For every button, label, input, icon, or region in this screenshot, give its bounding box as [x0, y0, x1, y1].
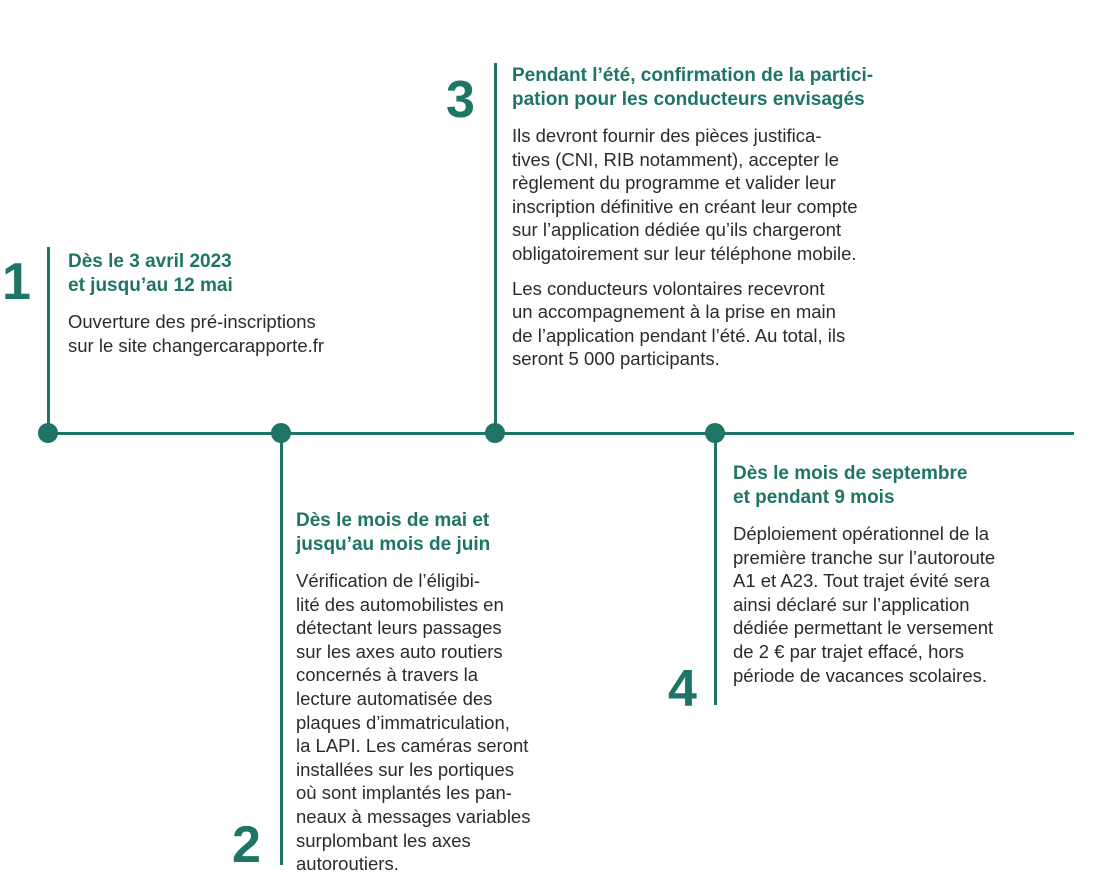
step-2-text-line: Vérification de l’éligibi- [296, 570, 481, 591]
step-3-text-line: un accompagnement à la prise en main [512, 301, 836, 323]
step-2-text-line: installées sur les portiques [296, 758, 514, 780]
step-4-text-line: A1 et A23. Tout trajet évité sera [733, 570, 990, 592]
step-4-text-line: période de vacances scolaires. [733, 664, 988, 686]
step-3-connector [494, 63, 497, 434]
step-2-text-line: surplombant les axes [296, 829, 471, 851]
timeline-axis [48, 432, 1074, 435]
step-2-text-line: concernés à travers la [296, 664, 479, 686]
step-4-description [733, 522, 995, 687]
step-2-dot [271, 423, 291, 443]
step-3-text-line: règlement du programme et valider leur [512, 172, 836, 194]
step-4-text-line: ainsi déclaré sur l’application [733, 593, 970, 615]
step-2-text-line: lecture automatisée des [296, 687, 493, 709]
step-4-title-line: Dès le mois de septembre [733, 463, 968, 484]
step-4-title [733, 462, 995, 510]
step-3-title [512, 64, 873, 112]
step-4-dot [705, 423, 725, 443]
step-1-dot [38, 423, 58, 443]
step-1-number: 1 [2, 253, 31, 311]
step-2-connector [280, 433, 283, 865]
step-3-title-line: Pendant l’été, confirmation de la partici- [512, 65, 874, 86]
step-3-text-line: Les conducteurs volontaires recevront [512, 277, 825, 299]
step-1-connector [47, 247, 50, 434]
step-3-block [512, 64, 873, 371]
step-2-text-line: autoroutiers. [296, 853, 399, 875]
step-3-number: 3 [446, 71, 475, 129]
step-4-text-line: Déploiement opérationnel de la [733, 523, 990, 544]
step-4-block [733, 462, 995, 687]
step-2-text-line: neaux à messages variables [296, 805, 531, 827]
step-3-text-line: obligatoirement sur leur téléphone mobile. [512, 242, 857, 264]
step-1-text-line: sur le site changercarapporte.fr [68, 334, 325, 356]
step-2-title-line: jusqu’au mois de juin [296, 534, 491, 555]
step-3-text-line: sur l’application dédiée qu’ils chargeront [512, 219, 842, 241]
step-3-text-line: inscription définitive en créant leur compte [512, 195, 858, 217]
step-3-title-line: pation pour les conducteurs envisagés [512, 89, 865, 110]
step-3-description-2 [512, 277, 873, 371]
step-2-text-line: sur les axes auto routiers [296, 640, 503, 662]
step-1-block [68, 250, 324, 357]
step-1-text-line: Ouverture des pré-inscriptions [68, 311, 316, 332]
step-2-text-line: la LAPI. Les caméras seront [296, 735, 529, 757]
step-3-text-line: de l’application pendant l’été. Au total, ils [512, 324, 846, 346]
step-4-text-line: première tranche sur l’autoroute [733, 546, 996, 568]
step-2-number: 2 [232, 816, 261, 874]
step-2-description [296, 569, 530, 875]
step-2-text-line: où sont implantés les pan- [296, 782, 512, 804]
step-4-text-line: de 2 € par trajet effacé, hors [733, 640, 965, 662]
step-3-description [512, 124, 873, 266]
step-1-title [68, 250, 324, 298]
step-2-block [296, 509, 530, 875]
step-4-number: 4 [668, 660, 697, 718]
step-2-text-line: lité des automobilistes en [296, 593, 504, 615]
step-4-title-line: et pendant 9 mois [733, 487, 895, 508]
step-2-title-line: Dès le mois de mai et [296, 510, 490, 531]
step-1-description [68, 310, 324, 357]
step-3-dot [485, 423, 505, 443]
step-4-text-line: dédiée permettant le versement [733, 617, 994, 639]
step-3-text-line: Ils devront fournir des pièces justifica- [512, 125, 822, 146]
step-4-connector [714, 433, 717, 705]
step-1-title-line: et jusqu’au 12 mai [68, 275, 233, 296]
step-2-text-line: plaques d’immatriculation, [296, 711, 510, 733]
step-1-title-line: Dès le 3 avril 2023 [68, 251, 232, 272]
step-3-text-line: tives (CNI, RIB notamment), accepter le [512, 148, 839, 170]
step-3-text-line: seront 5 000 participants. [512, 348, 720, 370]
step-2-title [296, 509, 530, 557]
step-2-text-line: détectant leurs passages [296, 617, 502, 639]
